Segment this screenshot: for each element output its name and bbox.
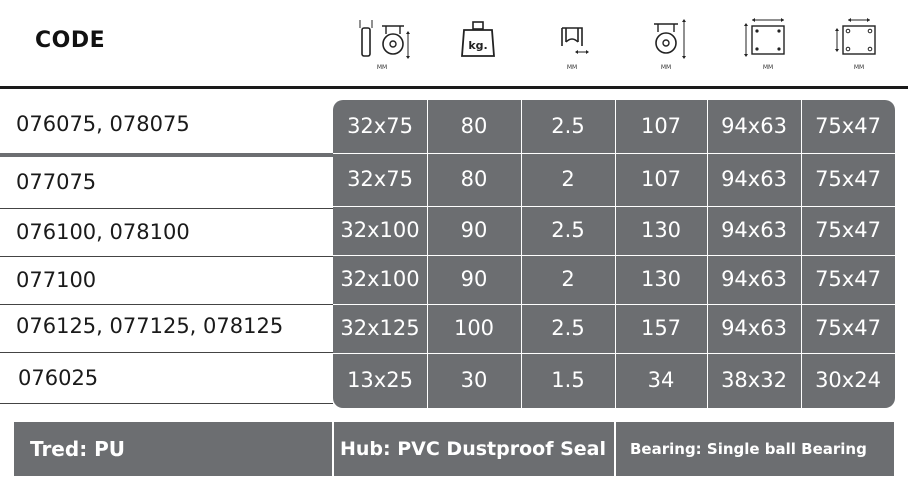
bracket-thickness-icon (542, 14, 602, 76)
spec-value-cell: 94x63 (721, 316, 787, 340)
spec-value-cell: 130 (640, 218, 682, 242)
plate-size-icon (738, 14, 798, 76)
wheel-width-diameter-icon (352, 14, 412, 76)
spec-value-cell: 80 (460, 114, 488, 138)
spec-value-cell: 13x25 (347, 368, 413, 392)
footer-divider (614, 422, 616, 476)
hub-label: Hub: PVC Dustproof Seal (340, 438, 606, 460)
spec-value-cell: 2.5 (551, 316, 585, 340)
spec-value-cell: 75x47 (815, 114, 881, 138)
unit-label: MM (853, 64, 865, 71)
spec-value-cell: 157 (640, 316, 682, 340)
unit-label: MM (660, 64, 672, 71)
row-divider (0, 403, 333, 404)
spec-value-cell: 30 (460, 368, 488, 392)
weight-kg-label: kg. (468, 39, 488, 52)
spec-value-cell: 94x63 (721, 218, 787, 242)
tread-label: Tred: PU (30, 437, 126, 461)
footer-divider (332, 422, 334, 476)
overall-height-icon (636, 14, 696, 76)
code-column-title: CODE (35, 28, 106, 53)
spec-value-cell: 32x100 (340, 218, 420, 242)
spec-value-cell: 1.5 (551, 368, 585, 392)
spec-value-cell: 94x63 (721, 267, 787, 291)
unit-label: MM (566, 64, 578, 71)
row-divider (0, 208, 333, 209)
row-divider (0, 153, 333, 157)
spec-value-cell: 107 (640, 167, 682, 191)
bearing-label: Bearing: Single ball Bearing (630, 440, 867, 458)
row-divider (0, 304, 333, 305)
spec-value-cell: 75x47 (815, 267, 881, 291)
spec-value-cell: 32x75 (347, 167, 413, 191)
spec-value-cell: 32x100 (340, 267, 420, 291)
spec-value-cell: 75x47 (815, 167, 881, 191)
row-divider (0, 256, 333, 257)
spec-value-cell: 94x63 (721, 167, 787, 191)
spec-value-cell: 38x32 (721, 368, 787, 392)
spec-value-cell: 100 (453, 316, 495, 340)
material-footer (14, 422, 894, 476)
spec-value-cell: 90 (460, 218, 488, 242)
weight-kg-icon (448, 14, 508, 76)
unit-label: MM (376, 64, 388, 71)
spec-value-cell: 30x24 (815, 368, 881, 392)
spec-value-cell: 80 (460, 167, 488, 191)
spec-value-cell: 94x63 (721, 114, 787, 138)
unit-label: MM (762, 64, 774, 71)
spec-value-cell: 2 (561, 267, 575, 291)
spec-value-cell: 90 (460, 267, 488, 291)
spec-value-cell: 32x125 (340, 316, 420, 340)
row-divider (0, 352, 333, 353)
spec-value-cell: 34 (647, 368, 675, 392)
spec-value-cell: 75x47 (815, 218, 881, 242)
spec-value-cell: 2 (561, 167, 575, 191)
bolt-spacing-icon (829, 14, 889, 76)
spec-value-cell: 32x75 (347, 114, 413, 138)
spec-value-cell: 75x47 (815, 316, 881, 340)
spec-values-panel (333, 100, 895, 408)
spec-value-cell: 107 (640, 114, 682, 138)
header-divider (0, 86, 908, 89)
spec-value-cell: 2.5 (551, 218, 585, 242)
table-header (0, 0, 912, 88)
spec-value-cell: 2.5 (551, 114, 585, 138)
spec-value-cell: 130 (640, 267, 682, 291)
